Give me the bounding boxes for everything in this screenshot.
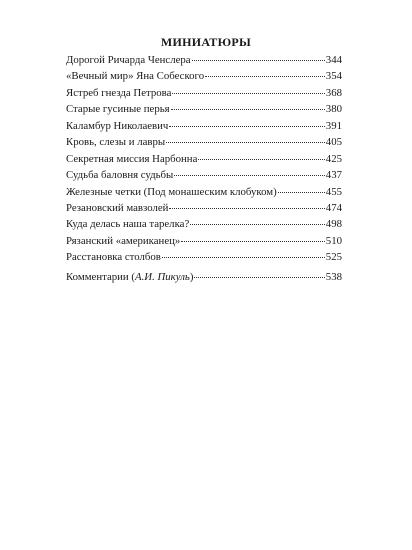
toc-entry-title: Каламбур Николаевич	[66, 119, 169, 132]
dot-leader	[194, 277, 324, 278]
dot-leader	[205, 76, 325, 77]
toc-entry-title: Резановский мавзолей	[66, 201, 169, 214]
dot-leader	[190, 224, 325, 225]
toc-entry	[66, 185, 342, 199]
dot-leader	[278, 192, 325, 193]
toc-entry-title: Кровь, слезы и лавры	[66, 136, 166, 149]
toc-entry-page: 391	[325, 119, 342, 132]
toc-entry	[66, 69, 342, 83]
toc-entry-page: 474	[325, 201, 342, 214]
commentary-prefix: Комментарии (	[66, 271, 135, 284]
toc-entry-page: 455	[325, 185, 342, 198]
dot-leader	[181, 241, 324, 242]
toc-entry-page: 525	[325, 251, 342, 264]
toc-entry	[66, 201, 342, 215]
toc-entry-page: 405	[325, 136, 342, 149]
toc-entry	[66, 86, 342, 100]
dot-leader	[192, 60, 325, 61]
toc-entry	[66, 234, 342, 248]
toc-entry-title: Ястреб гнезда Петрова	[66, 86, 172, 99]
toc-entry-title: Расстановка столбов	[66, 251, 161, 264]
dot-leader	[172, 93, 324, 94]
toc-entry	[66, 135, 342, 149]
commentary-suffix: )	[189, 271, 194, 284]
toc-entry-title: Рязанский «американец»	[66, 234, 181, 247]
toc-entry	[66, 250, 342, 264]
toc-entry	[66, 217, 342, 231]
toc-entry-title: Железные четки (Под монашеским клобуком)	[66, 185, 277, 198]
toc-entry-page: 498	[325, 218, 342, 231]
toc-entry-page: 354	[325, 70, 342, 83]
dot-leader	[169, 126, 324, 127]
toc-entry	[66, 119, 342, 133]
toc-entry-title	[66, 270, 193, 284]
dot-leader	[162, 257, 325, 258]
dot-leader	[171, 109, 325, 110]
toc-entry-page: 368	[325, 86, 342, 99]
toc-entry-title: Дорогой Ричарда Ченслера	[66, 54, 191, 66]
dot-leader	[198, 159, 324, 160]
dot-leader	[169, 208, 324, 209]
toc-entry-title: Куда делась наша тарелка?	[66, 218, 190, 231]
toc-entry-page: 538	[325, 271, 342, 284]
section-title: МИНИАТЮРЫ	[160, 35, 252, 49]
dot-leader	[174, 175, 325, 176]
commentary-author: А.И. Пикуль	[134, 271, 190, 284]
toc-entry	[66, 102, 342, 116]
toc-entry-page: 510	[325, 234, 342, 247]
toc-entry-page: 425	[325, 152, 342, 165]
toc-entry-title: Старые гусиные перья	[66, 103, 170, 116]
toc-entry-commentary	[66, 270, 342, 284]
table-of-contents	[66, 53, 342, 287]
toc-entry-page: 344	[325, 54, 342, 66]
toc-entry	[66, 53, 342, 67]
toc-entry-page: 437	[325, 169, 342, 182]
toc-entry-page: 380	[325, 103, 342, 116]
toc-entry	[66, 168, 342, 182]
toc-entry-title: Судьба баловня судьбы	[66, 169, 174, 182]
toc-entry	[66, 152, 342, 166]
toc-entry-title: «Вечный мир» Яна Собеского	[66, 70, 205, 83]
dot-leader	[166, 142, 325, 143]
toc-entry-title: Секретная миссия Нарбонна	[66, 152, 198, 165]
